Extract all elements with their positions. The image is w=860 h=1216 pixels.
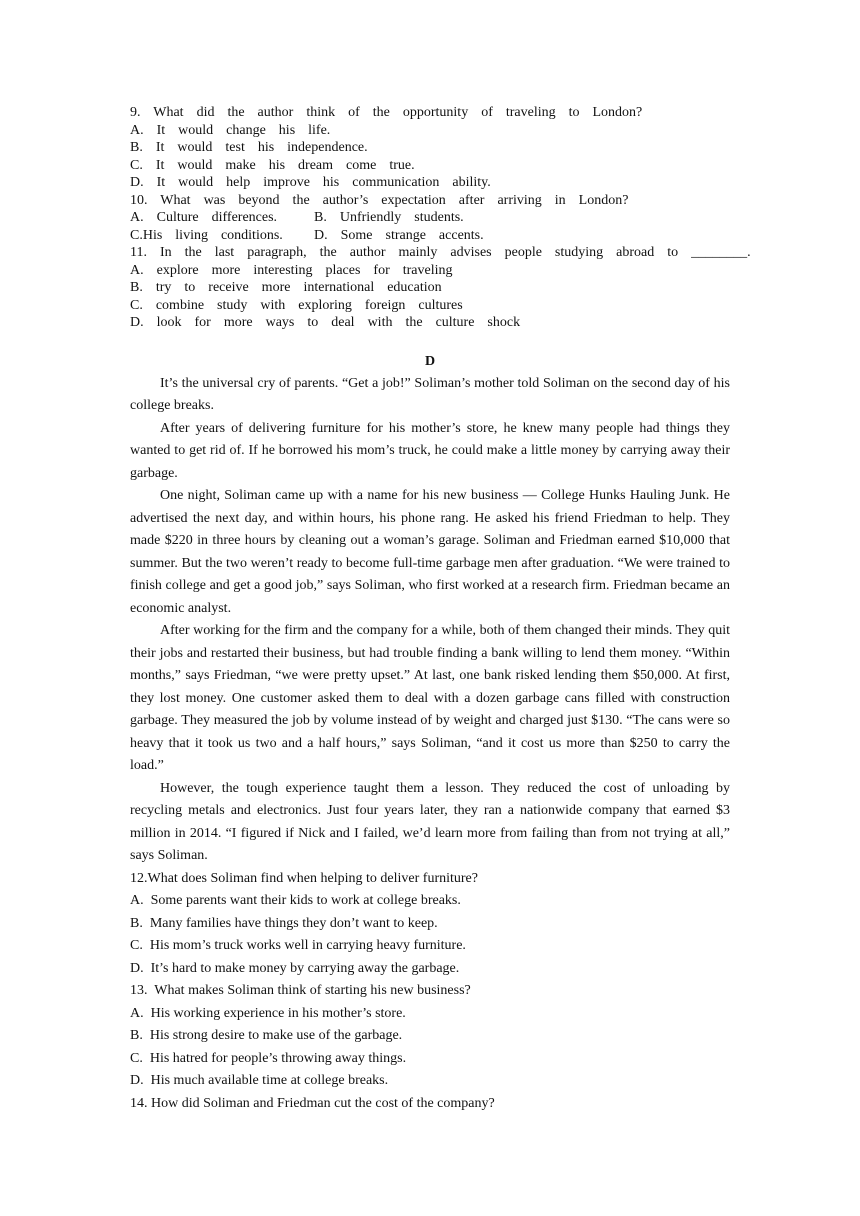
question-13-option-a: A. His working experience in his mother’s store. xyxy=(130,1005,406,1021)
question-10-options-row-2 xyxy=(130,227,730,245)
question-11-stem: 11. In the last paragraph, the author mainly advises people studying abroad to ________. xyxy=(130,245,751,260)
section-c-questions xyxy=(130,104,751,332)
question-12-option-d: D. It’s hard to make money by carrying away the garbage. xyxy=(130,960,460,976)
question-9-option-c: C. It would make his dream come true. xyxy=(130,157,415,173)
question-12-option-a: A. Some parents want their kids to work at college breaks. xyxy=(130,893,461,908)
section-d-passage xyxy=(130,373,730,868)
question-10-options-row-1 xyxy=(130,209,730,227)
question-12-option-b: B. Many families have things they don’t want to keep. xyxy=(130,915,438,931)
question-10-option-a: A. Culture differences. xyxy=(130,210,278,225)
question-13-stem: 13. What makes Soliman think of starting his new business? xyxy=(130,983,471,998)
question-9-option-b: B. It would test his independence. xyxy=(130,140,368,155)
section-d-heading: D xyxy=(424,353,436,369)
section-d-questions xyxy=(130,868,730,1116)
question-11-option-b: B. try to receive more international education xyxy=(130,280,442,295)
question-9-option-d: D. It would help improve his communication ability. xyxy=(130,175,491,190)
question-11-option-a: A. explore more interesting places for traveling xyxy=(130,262,453,278)
question-13-option-b: B. His strong desire to make use of the garbage. xyxy=(130,1028,403,1043)
passage-paragraph: It’s the universal cry of parents. “Get a job!” Soliman’s mother told Soliman on the second day of his college breaks. xyxy=(130,375,730,413)
question-9-option-a: A. It would change his life. xyxy=(130,122,331,138)
question-10-option-b: B. Unfriendly students. xyxy=(314,210,464,225)
passage-paragraph: However, the tough experience taught them a lesson. They reduced the cost of unloading by recycling metals and electronics. Just four years later, they ran a nationwide company that earned $3 million in 2014. “I figured if Nick and I failed, we’d learn more from failing than from not trying at all,” says Soliman. xyxy=(130,780,730,863)
question-10-option-d: D. Some strange accents. xyxy=(314,227,484,243)
question-13-option-d: D. His much available time at college breaks. xyxy=(130,1073,389,1088)
question-9-stem: 9. What did the author think of the opportunity of traveling to London? xyxy=(130,105,643,120)
passage-paragraph: One night, Soliman came up with a name for his new business — College Hunks Hauling Junk. He advertised the next day, and within hours, his phone rang. He asked his friend Friedman to help. They made $220 in three hours by cleaning out a woman’s garage. Soliman and Friedman earned $10,000 that summer. But the two weren’t ready to become full-time garbage men after graduation. “We were trained to finish college and get a good job,” says Soliman, who first worked at a research firm. Friedman became an economic analyst. xyxy=(130,488,730,616)
question-14-stem: 14. How did Soliman and Friedman cut the cost of the company? xyxy=(130,1095,495,1111)
passage-paragraph: After working for the firm and the company for a while, both of them changed their minds. They quit their jobs and restarted their business, but had trouble finding a bank willing to lend them money. “Within months,” says Friedman, “we were pretty upset.” At last, one bank risked lending them $50,000. At first, they lost money. One customer asked them to deal with a dozen garbage cans filled with construction garbage. They measured the job by volume instead of by weight and charged just $130. “The cans were so heavy that it took us two and a half hours,” says Soliman, “and it cost us more than $250 to carry the load.” xyxy=(130,623,730,773)
question-12-stem: 12.What does Soliman find when helping to deliver furniture? xyxy=(130,870,478,886)
question-10-option-c: C.His living conditions. xyxy=(130,227,283,243)
question-11-option-d: D. look for more ways to deal with the culture shock xyxy=(130,315,521,330)
question-13-option-c: C. His hatred for people’s throwing away things. xyxy=(130,1050,407,1066)
exam-page xyxy=(130,104,751,1115)
question-11-option-c: C. combine study with exploring foreign cultures xyxy=(130,297,463,313)
passage-paragraph: After years of delivering furniture for his mother’s store, he knew many people had things they wanted to get rid of. If he borrowed his mom’s truck, he could make a little money by carrying away their garbage. xyxy=(130,420,730,481)
question-10-stem: 10. What was beyond the author’s expectation after arriving in London? xyxy=(130,192,629,208)
question-12-option-c: C. His mom’s truck works well in carrying heavy furniture. xyxy=(130,938,466,953)
